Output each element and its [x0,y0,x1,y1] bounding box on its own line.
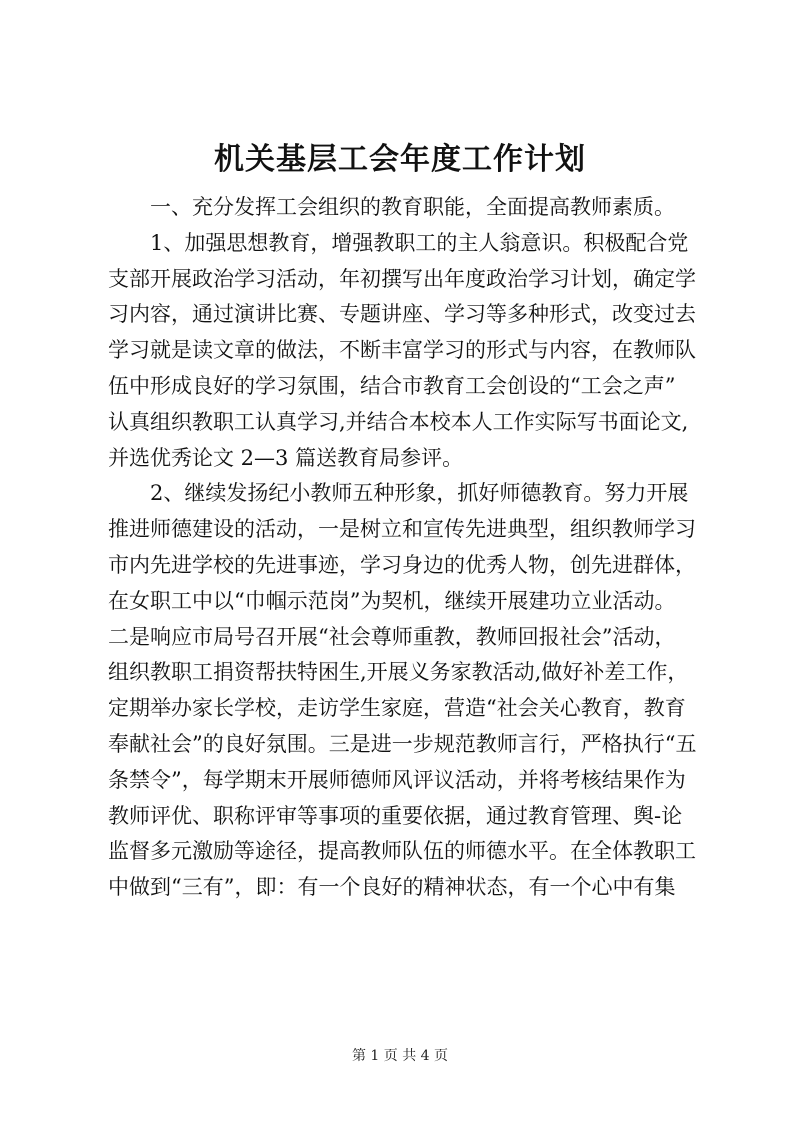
paragraph-line: 条禁令”，每学期末开展师德师风评议活动，并将考核结果作为 [108,767,686,792]
paragraph-line: 学习就是读文章的做法，不断丰富学习的形式与内容，在教师队 [108,338,696,363]
document-body [108,190,708,906]
paragraph-line: 推进师德建设的活动，一是树立和宣传先进典型，组织教师学习 [108,517,696,542]
section-heading: 一、充分发挥工会组织的教育职能，全面提高教师素质。 [150,195,675,219]
paragraph-line: 伍中形成良好的学习氛围，结合市教育工会创设的“工会之声” [108,373,676,398]
paragraph-line: 习内容，通过演讲比赛、专题讲座、学习等多种形式，改变过去 [108,302,696,327]
paragraph-line: 支部开展政治学习活动，年初撰写出年度政治学习计划，确定学 [108,266,696,291]
paragraph-line: 并选优秀论文 2—3 篇送教育局参评。 [108,445,464,470]
document-title: 机关基层工会年度工作计划 [214,142,586,177]
paragraph-line: 认真组织教职工认真学习,并结合本校本人工作实际写书面论文, [108,409,689,434]
paragraph-line: 市内先进学校的先进事迹，学习身边的优秀人物，创先进群体， [108,552,696,577]
paragraph-line: 奉献社会”的良好氛围。三是进一步规范教师言行，严格执行“五 [108,731,697,756]
paragraph-line: 定期举办家长学校，走访学生家庭，营造“社会关心教育，教育 [108,696,686,721]
paragraph-line: 1、加强思想教育，增强教职工的主人翁意识。积极配合党 [150,230,689,255]
paragraph-line: 二是响应市局号召开展“社会尊师重教，教师回报社会”活动， [108,624,676,649]
paragraph-line: 中做到“三有”，即：有一个良好的精神状态，有一个心中有集 [108,875,676,900]
paragraph-line: 教师评优、职称评审等事项的重要依据，通过教育管理、舆-论 [108,803,683,828]
paragraph-line: 监督多元激励等途径，提高教师队伍的师德水平。在全体教职工 [108,839,696,864]
paragraph-line: 在女职工中以“巾帼示范岗”为契机，继续开展建功立业活动。 [108,588,676,613]
page-number-footer: 第 1 页 共 4 页 [351,1048,449,1064]
paragraph-line: 2、继续发扬纪小教师五种形象，抓好师德教育。努力开展 [150,481,689,506]
paragraph-line: 组织教职工捐资帮扶特困生,开展义务家教活动,做好补差工作， [108,660,689,685]
